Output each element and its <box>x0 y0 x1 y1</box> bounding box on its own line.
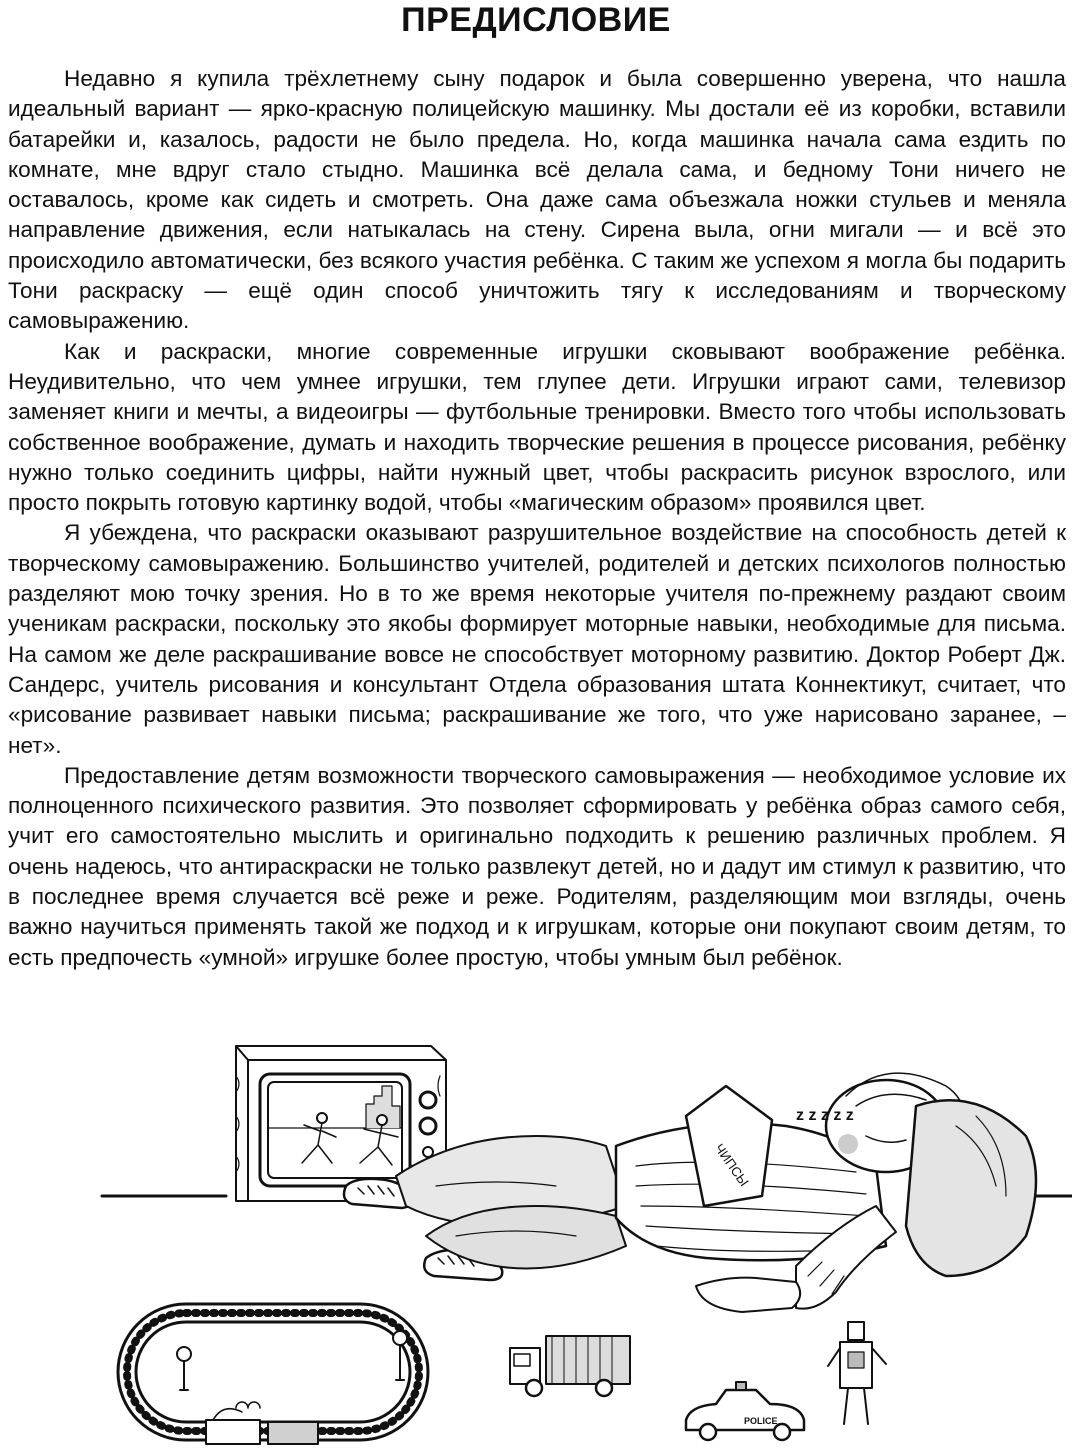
chips-bag-label: ЧИПСЫ <box>711 1140 752 1190</box>
robot-icon <box>828 1322 886 1424</box>
paragraph-1: Недавно я купила трёхлетнему сыну подарок и была совершенно уверена, что нашла идеальный вариант — ярко-красную полицейскую машинку. Мы достали её из коробки, вставили батарейки и, казалось, радости не было предела. Но, когда машинка начала сама ездить по комнате, мне вдруг стало стыдно. Машинка всё делала сама, и бедному Тони ничего не оставалось, кроме как сидеть и смотреть. Она даже сама объезжала ножки стульев и меняла направление движения, если натыкалась на стену. Сирена выла, огни мигали — и всё это происходило автоматически, без всякого участия ребёнка. С таким же успехом я могла бы подарить Тони раскраску — ещё один способ уничтожить тягу к исследованиям и творческому самовыражению. <box>8 66 1066 334</box>
paragraph-3: Я убеждена, что раскраски оказывают разрушительное воздействие на способность детей к творческому самовыражению. Большинство учителей, родителей и детских психологов полностью разделяют мою точку зрения. Но в то же время некоторые учителя по-прежнему раздают своим ученикам раскраски, поскольку это якобы формирует моторные навыки, необходимые для письма. На самом же деле раскрашивание вовсе не способствует моторному развитию. Доктор Роберт Дж. Сандерс, учитель рисования и консультант Отдела образования штата Коннектикут, считает, что «рисование развивает навыки письма; раскрашивание же того, что уже нарисовано заранее, – нет». <box>8 520 1066 758</box>
truck-icon <box>510 1336 630 1396</box>
sleeping-child-illustration <box>96 1036 1072 1456</box>
paragraph-2: Как и раскраски, многие современные игрушки сковывают воображение ребёнка. Неудивительно, что чем умнее игрушки, тем глупее дети. Игрушки играют сами, телевизор заменяет книги и мечты, а видеоигры — футбольные тренировки. Вместо того чтобы использовать собственное воображение, думать и находить творческие решения в процессе рисования, ребёнку нужно только соединить цифры, найти нужный цвет, чтобы раскрасить рисунок взрослого, или просто покрыть готовую картинку водой, чтобы «магическим образом» проявился цвет. <box>8 338 1066 516</box>
paragraph-4: Предоставление детям возможности творческого самовыражения — необходимое условие их полноценного психического развития. Это позволяет сформировать у ребёнка образ самого себя, учит его самостоятельно мыслить и оригинально подходить к решению различных проблем. Я очень надеюсь, что антираскраски не только развлекут детей, но и дадут им стимул к развитию, что в последнее время случается всё реже и реже. Родителям, разделяющим мои взгляды, очень важно научиться применять такой же подход и к игрушкам, которые они покупают своим детям, то есть предпочесть «умной» игрушке более простую, чтобы умным был ребёнок. <box>8 762 1066 970</box>
police-car-icon <box>686 1382 804 1440</box>
page-title: ПРЕДИСЛОВИЕ <box>401 1 671 39</box>
pillow-icon <box>906 1100 1036 1276</box>
police-car-label: POLICE <box>744 1416 778 1426</box>
body-text <box>8 64 1066 973</box>
snore-text: z z z z z <box>796 1107 854 1124</box>
train-track-icon <box>118 1304 428 1444</box>
